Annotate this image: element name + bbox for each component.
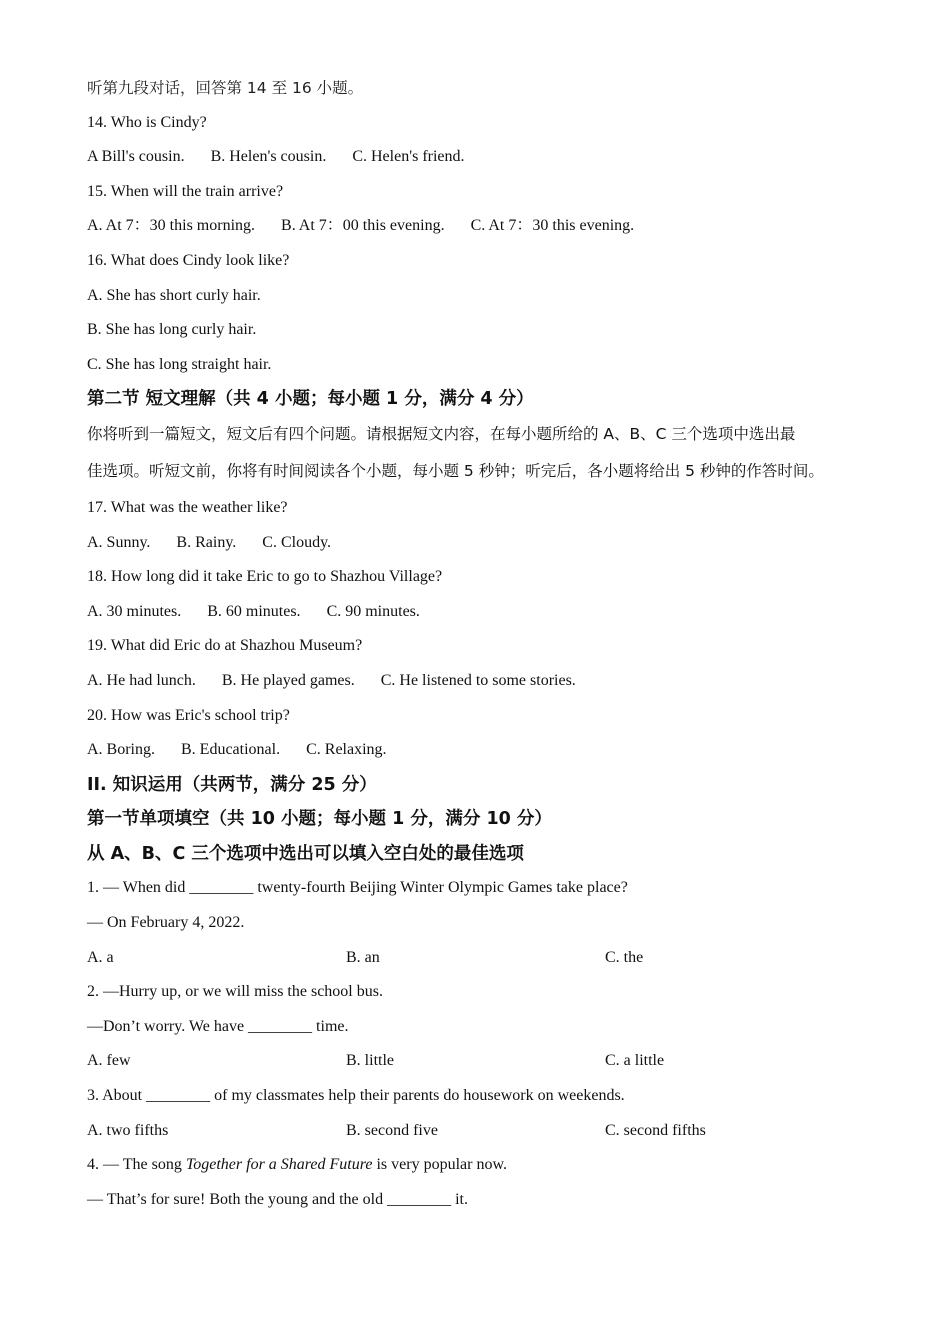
option-20b: B. Educational. (181, 741, 281, 759)
grammar-q1-line1: 1. — When did ________ twenty-fourth Beijing Winter Olympic Games take place? (87, 879, 628, 897)
option-17a: A. Sunny. (87, 533, 151, 551)
option-18a: A. 30 minutes. (87, 602, 182, 620)
option-18b: B. 60 minutes. (207, 602, 301, 620)
question-20: 20. How was Eric's school trip? (87, 706, 290, 724)
grammar-q2-line2: —Don’t worry. We have ________ time. (87, 1017, 349, 1035)
section2-part1-heading: 第一节单项填空（共 10 小题；每小题 1 分，满分 10 分） (87, 809, 552, 830)
option-14c: C. Helen's friend. (352, 148, 465, 166)
option-15b: B. At 7：00 this evening. (281, 217, 445, 235)
grammar-q4-suffix: is very popular now. (372, 1156, 507, 1174)
grammar-q3-option-b: B. second five (346, 1121, 438, 1139)
option-14a: A Bill's cousin. (87, 148, 185, 166)
option-14b: B. Helen's cousin. (210, 148, 327, 166)
question-19: 19. What did Eric do at Shazhou Museum? (87, 637, 363, 655)
grammar-q1-option-a: A. a (87, 948, 114, 966)
exam-page (87, 78, 887, 1224)
question-17: 17. What was the weather like? (87, 498, 288, 516)
grammar-q3-option-c: C. second fifths (605, 1121, 706, 1139)
part2-instructions-line2: 佳选项。听短文前，你将有时间阅读各个小题，每小题 5 秒钟；听完后，各小题将给出 5 秒钟的作答时间。 (87, 461, 824, 480)
option-20a: A. Boring. (87, 741, 155, 759)
option-16a: A. She has short curly hair. (87, 286, 261, 304)
question-15-options (87, 216, 887, 236)
question-16: 16. What does Cindy look like? (87, 251, 290, 269)
grammar-q3-option-a: A. two fifths (87, 1121, 169, 1139)
part2-instructions-line1: 你将听到一篇短文，短文后有四个问题。请根据短文内容，在每小题所给的 A、B、C 三个选项中选出最 (87, 424, 796, 443)
option-17b: B. Rainy. (176, 533, 237, 551)
grammar-q2-options (87, 1051, 887, 1071)
grammar-q4-line2: — That’s for sure! Both the young and the old ________ it. (87, 1190, 468, 1208)
option-19c: C. He listened to some stories. (380, 671, 576, 689)
option-19a: A. He had lunch. (87, 671, 196, 689)
section2-part1-instruction: 从 A、B、C 三个选项中选出可以填入空白处的最佳选项 (87, 843, 524, 864)
option-19b: B. He played games. (221, 671, 355, 689)
option-16c: C. She has long straight hair. (87, 355, 272, 373)
option-15a: A. At 7：30 this morning. (87, 217, 256, 235)
question-14-options (87, 147, 887, 167)
grammar-q3-line1: 3. About ________ of my classmates help their parents do housework on weekends. (87, 1087, 625, 1105)
grammar-q1-line2: — On February 4, 2022. (87, 914, 245, 932)
grammar-q4-line1 (87, 1155, 887, 1175)
option-17c: C. Cloudy. (262, 533, 332, 551)
question-19-options (87, 671, 887, 691)
option-18c: C. 90 minutes. (326, 602, 420, 620)
grammar-q3-options (87, 1121, 887, 1141)
grammar-q2-option-b: B. little (346, 1052, 394, 1070)
question-20-options (87, 740, 887, 760)
grammar-q4-prefix: 4. — The song (87, 1156, 186, 1174)
grammar-q2-option-a: A. few (87, 1052, 131, 1070)
question-17-options (87, 533, 887, 553)
grammar-q2-option-c: C. a little (605, 1052, 665, 1070)
grammar-q1-option-c: C. the (605, 948, 644, 966)
option-15c: C. At 7：30 this evening. (470, 217, 635, 235)
question-15: 15. When will the train arrive? (87, 182, 284, 200)
part2-heading: 第二节 短文理解（共 4 小题；每小题 1 分，满分 4 分） (87, 389, 534, 410)
question-18-options (87, 602, 887, 622)
section9-intro: 听第九段对话，回答第 14 至 16 小题。 (87, 79, 364, 97)
section2-heading: II. 知识运用（共两节，满分 25 分） (87, 774, 377, 795)
option-16b: B. She has long curly hair. (87, 321, 257, 339)
question-18: 18. How long did it take Eric to go to Shazhou Village? (87, 568, 443, 586)
grammar-q2-line1: 2. —Hurry up, or we will miss the school bus. (87, 983, 383, 1001)
grammar-q1-options (87, 948, 887, 968)
song-title: Together for a Shared Future (185, 1156, 373, 1174)
option-20c: C. Relaxing. (306, 741, 387, 759)
question-14: 14. Who is Cindy? (87, 113, 207, 131)
grammar-q1-option-b: B. an (346, 948, 380, 966)
